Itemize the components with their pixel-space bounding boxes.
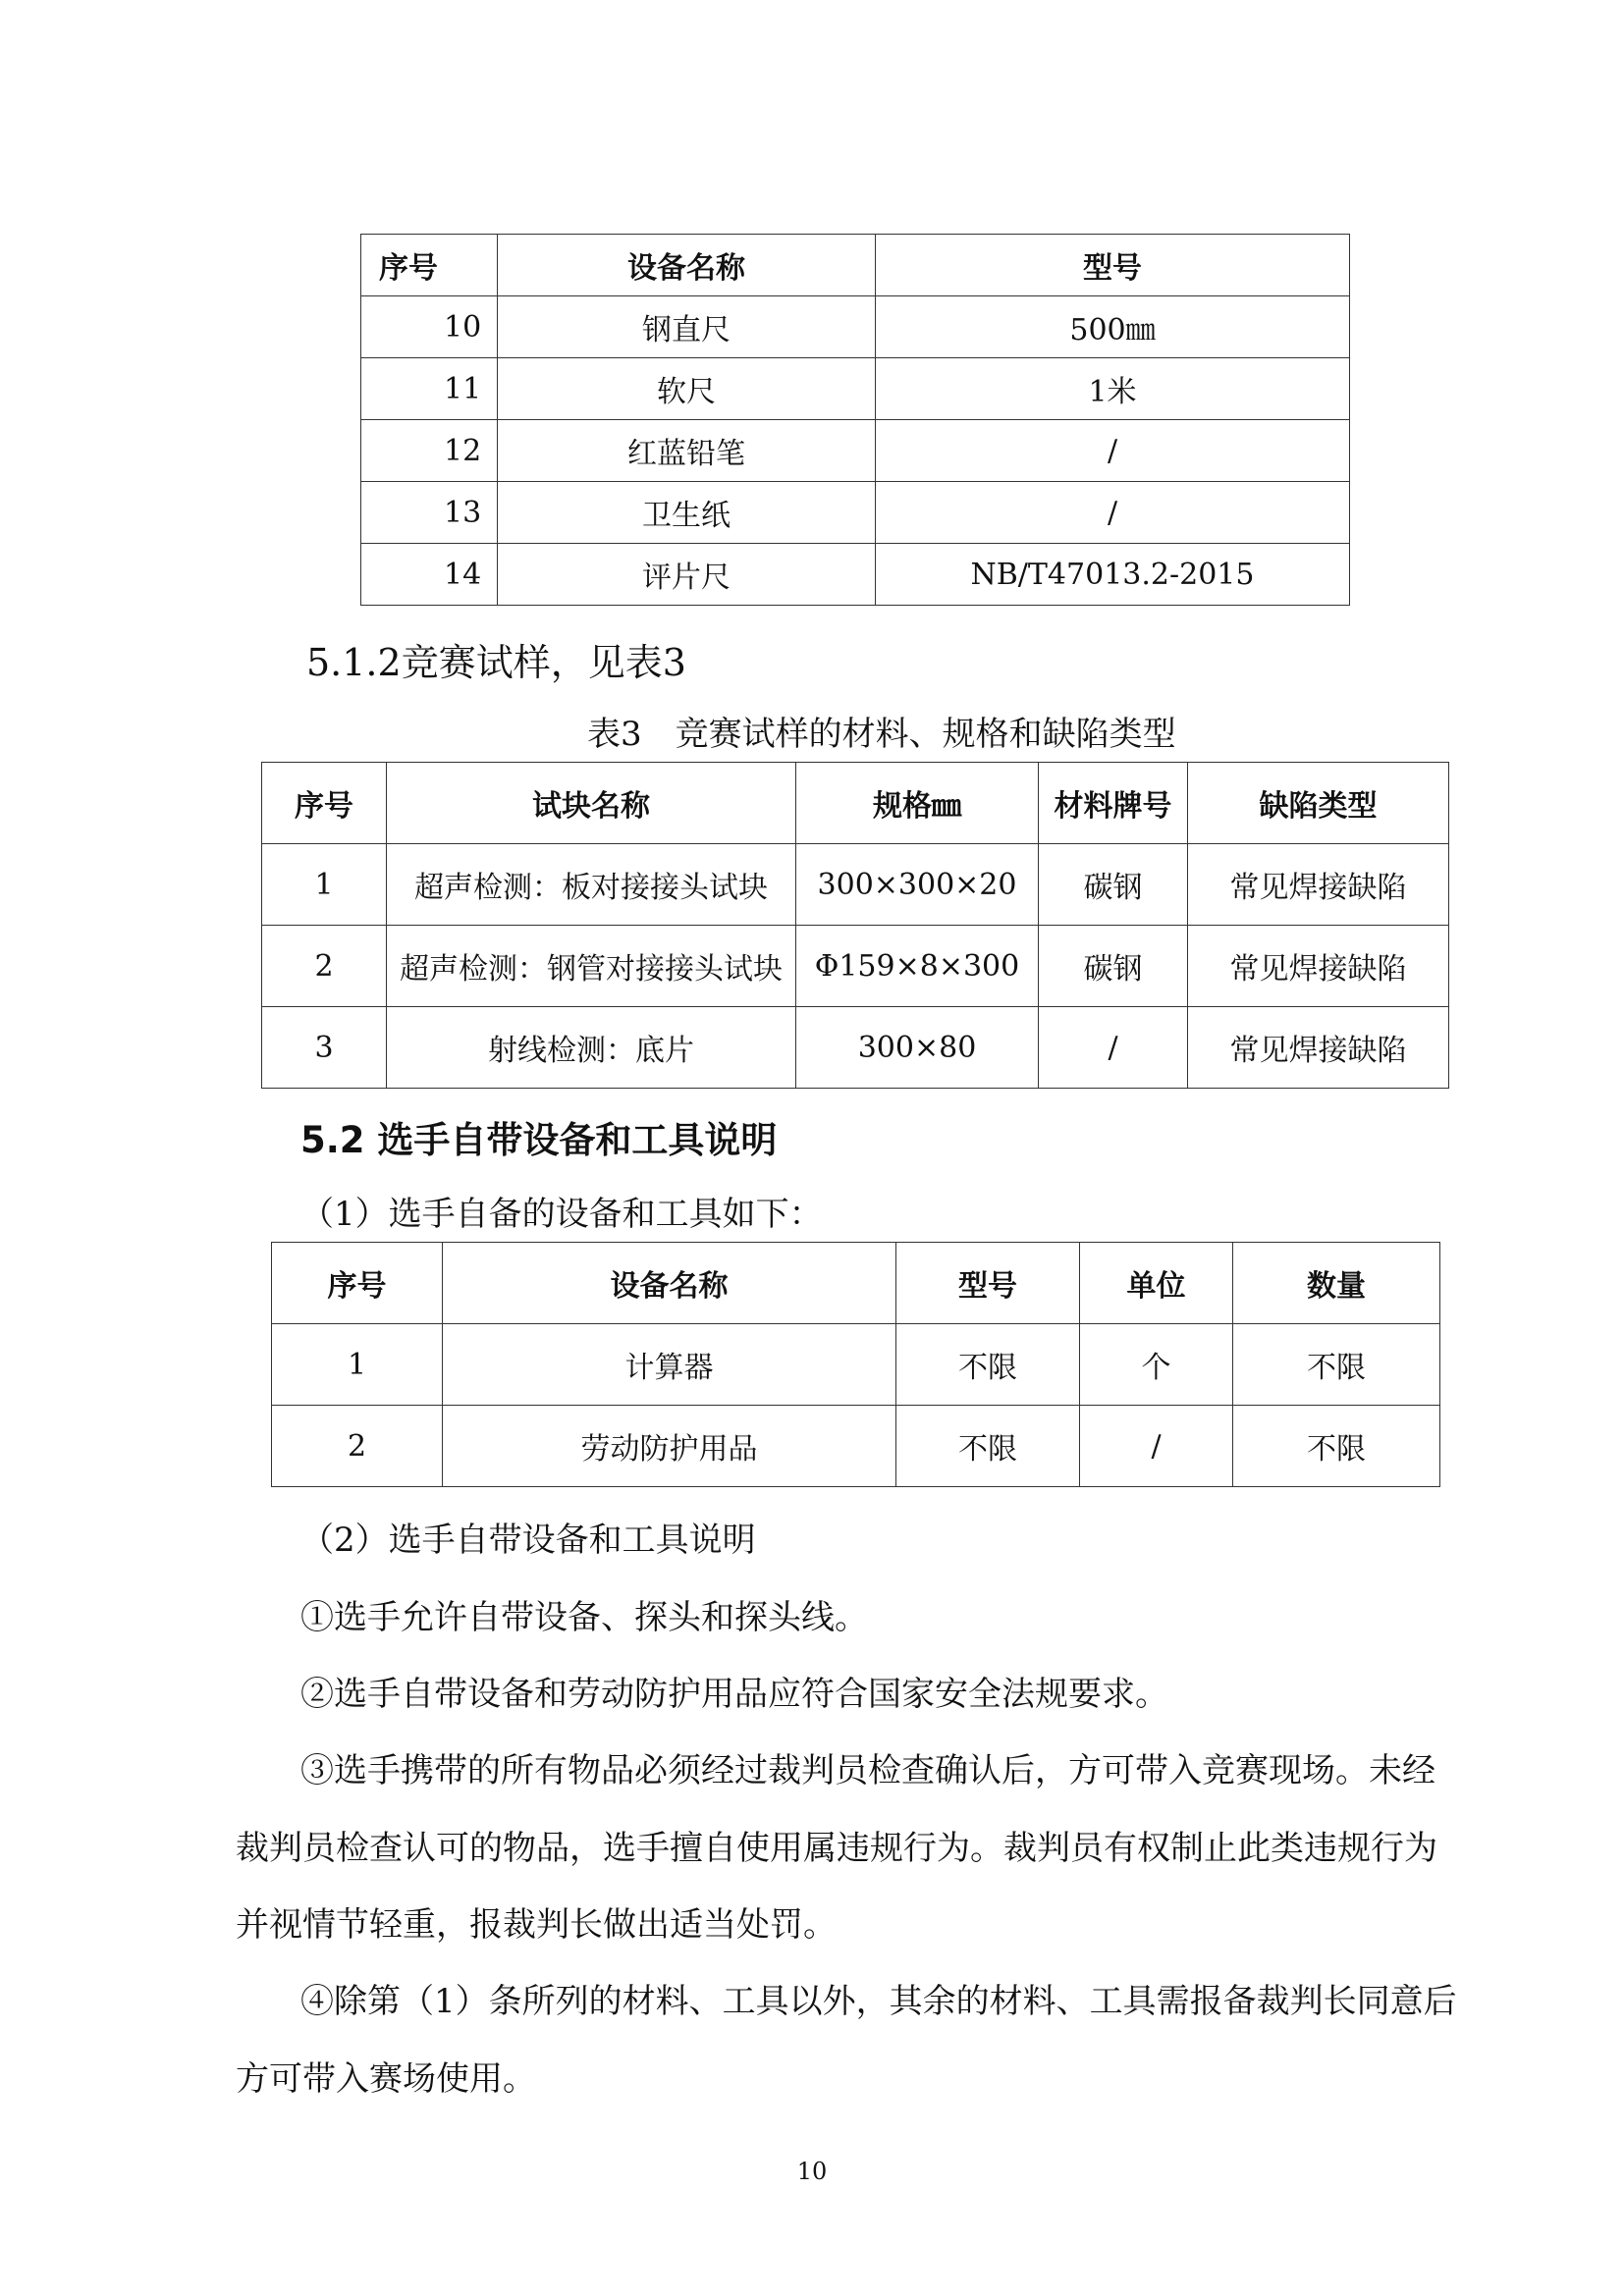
table-row xyxy=(272,1406,1440,1487)
table-header-row xyxy=(272,1243,1440,1324)
subsection-2: （2）选手自带设备和工具说明 xyxy=(300,1521,756,1560)
table-cell: 1米 xyxy=(876,358,1350,420)
table-cell: NB/T47013.2-2015 xyxy=(876,544,1350,606)
header-cell: 试块名称 xyxy=(387,763,796,844)
table-cell: 500㎜ xyxy=(876,296,1350,358)
table-cell: Φ159×8×300 xyxy=(796,926,1039,1007)
table-cell: 劳动防护用品 xyxy=(443,1406,896,1487)
rule-item-3-line-1: ③选手携带的所有物品必须经过裁判员检查确认后，方可带入竞赛现场。未经 xyxy=(300,1751,1435,1790)
rule-item-4-line-1: ④除第（1）条所列的材料、工具以外，其余的材料、工具需报备裁判长同意后 xyxy=(300,1982,1457,2021)
table-cell: 个 xyxy=(1080,1324,1233,1406)
table-cell: 300×80 xyxy=(796,1007,1039,1089)
rule-item-3-line-2: 裁判员检查认可的物品，选手擅自使用属违规行为。裁判员有权制止此类违规行为 xyxy=(236,1829,1437,1868)
table-cell: 常见焊接缺陷 xyxy=(1188,926,1449,1007)
rule-item-3-line-3: 并视情节轻重，报裁判长做出适当处罚。 xyxy=(236,1905,837,1945)
table-cell: 1 xyxy=(262,844,387,926)
table-cell: 13 xyxy=(361,482,498,544)
self-equipment-table xyxy=(271,1242,1440,1487)
table-cell: 钢直尺 xyxy=(498,296,876,358)
header-cell: 型号 xyxy=(896,1243,1080,1324)
table-row xyxy=(361,296,1350,358)
table-cell: 2 xyxy=(272,1406,443,1487)
table-cell: 计算器 xyxy=(443,1324,896,1406)
table-cell: / xyxy=(876,420,1350,482)
header-cell: 材料牌号 xyxy=(1039,763,1188,844)
table-cell: 14 xyxy=(361,544,498,606)
table-cell: 碳钢 xyxy=(1039,926,1188,1007)
table-cell: 卫生纸 xyxy=(498,482,876,544)
samples-table xyxy=(261,762,1449,1089)
table-cell: 评片尺 xyxy=(498,544,876,606)
section-heading-5-1-2: 5.1.2竞赛试样，见表3 xyxy=(306,641,686,684)
table-row xyxy=(361,420,1350,482)
table-cell: 射线检测：底片 xyxy=(387,1007,796,1089)
header-cell: 规格㎜ xyxy=(796,763,1039,844)
table-cell: 不限 xyxy=(1233,1406,1440,1487)
header-cell: 单位 xyxy=(1080,1243,1233,1324)
section-heading-5-2: 5.2 选手自带设备和工具说明 xyxy=(300,1119,778,1161)
table-row xyxy=(272,1324,1440,1406)
table-cell: 300×300×20 xyxy=(796,844,1039,926)
table-cell: 不限 xyxy=(1233,1324,1440,1406)
subsection-1: （1）选手自备的设备和工具如下： xyxy=(300,1195,823,1234)
table-row xyxy=(361,482,1350,544)
table-cell: 不限 xyxy=(896,1324,1080,1406)
header-cell: 型号 xyxy=(876,235,1350,296)
equipment-table-continued xyxy=(360,234,1350,606)
table-cell: 超声检测：钢管对接接头试块 xyxy=(387,926,796,1007)
rule-item-2: ②选手自带设备和劳动防护用品应符合国家安全法规要求。 xyxy=(300,1675,1168,1714)
table-cell: 3 xyxy=(262,1007,387,1089)
table-row xyxy=(361,358,1350,420)
table-cell: 11 xyxy=(361,358,498,420)
table-cell: 常见焊接缺陷 xyxy=(1188,1007,1449,1089)
header-cell: 序号 xyxy=(262,763,387,844)
table-cell: 1 xyxy=(272,1324,443,1406)
table-cell: / xyxy=(876,482,1350,544)
table-row xyxy=(262,844,1449,926)
table-row xyxy=(361,544,1350,606)
table-cell: 不限 xyxy=(896,1406,1080,1487)
table-cell: 红蓝铅笔 xyxy=(498,420,876,482)
table-cell: 软尺 xyxy=(498,358,876,420)
table-header-row xyxy=(262,763,1449,844)
header-cell: 缺陷类型 xyxy=(1188,763,1449,844)
rule-item-4-line-2: 方可带入赛场使用。 xyxy=(236,2059,536,2099)
table-cell: / xyxy=(1039,1007,1188,1089)
header-cell: 序号 xyxy=(361,235,498,296)
table-cell: 超声检测：板对接接头试块 xyxy=(387,844,796,926)
header-cell: 设备名称 xyxy=(443,1243,896,1324)
table-row xyxy=(262,926,1449,1007)
table-cell: / xyxy=(1080,1406,1233,1487)
rule-item-1: ①选手允许自带设备、探头和探头线。 xyxy=(300,1598,868,1637)
table-cell: 碳钢 xyxy=(1039,844,1188,926)
header-cell: 设备名称 xyxy=(498,235,876,296)
header-cell: 序号 xyxy=(272,1243,443,1324)
header-cell: 数量 xyxy=(1233,1243,1440,1324)
table-cell: 2 xyxy=(262,926,387,1007)
table-cell: 10 xyxy=(361,296,498,358)
table-row xyxy=(262,1007,1449,1089)
page-number: 10 xyxy=(796,2158,828,2185)
table-caption: 表3 竞赛试样的材料、规格和缺陷类型 xyxy=(587,715,1176,754)
table-cell: 12 xyxy=(361,420,498,482)
table-header-row xyxy=(361,235,1350,296)
table-cell: 常见焊接缺陷 xyxy=(1188,844,1449,926)
